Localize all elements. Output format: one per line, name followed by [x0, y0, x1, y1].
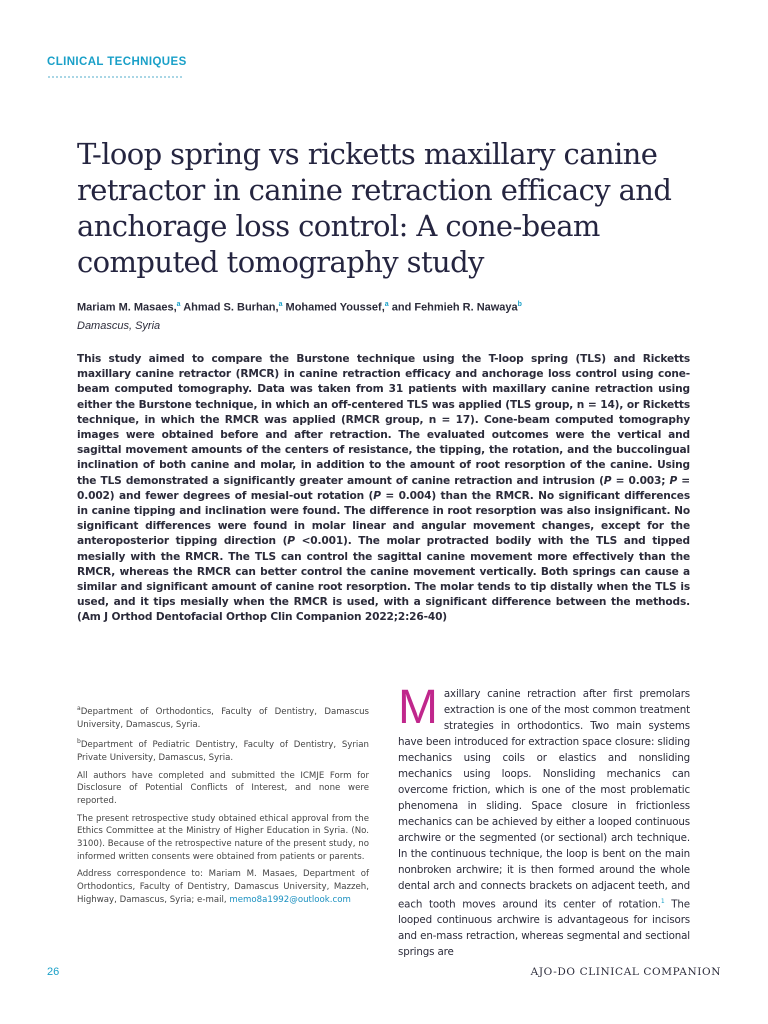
- conflict-of-interest: All authors have completed and submitted the ICMJE Form for Disclosure of Potential Conflicts of Interest, and none were reported.: [77, 770, 369, 806]
- author-affiliation-mark: a: [384, 301, 389, 308]
- author-name: and Fehmieh R. Nawaya: [391, 301, 518, 314]
- p-value-label: P: [603, 474, 612, 487]
- author-location: Damascus, Syria: [77, 320, 161, 332]
- abstract-text: This study aimed to compare the Burstone technique using the T-loop spring (TLS) and Ricketts maxillary canine retractor (RMCR) in canine retraction efficacy and anchorage loss control using cone-beam computed tomography. Data was taken from 31 patients with maxillary canine retraction using either the Burstone technique, in which an off-centered TLS was applied (TLS group, n = 14), or Ricketts technique, in which the RMCR was applied (RMCR group, n = 17). Cone-beam computed tomography images were obtained before and after retraction. The evaluated outcomes were the vertical and sagittal movement amounts of the centers of resistance, the tipping, the rotation, and the buccolingual inclination of both canine and molar, in addition to the amount of root resorption of the canine. Using the TLS demonstrated a significantly greater amount of canine retraction and intrusion (: [77, 353, 690, 487]
- affiliation-b: [77, 736, 369, 764]
- affiliation-mark: b: [77, 738, 81, 746]
- body-text: axillary canine retraction after first premolars extraction is one of the most common treatment strategies in orthodontics. Two main systems have been introduced for extraction space closure: sliding mechanics using coils or elastics and nonsliding mechanics using loops. Nonsliding mechanics can overcome friction, which is one of the most problematic phenomena in sliding. Space closure in frictionless mechanics can be achieved by either a looped continuous archwire or the segmented (or sectional) arch technique. In the continuous technique, the loop is bent on the main nonbroken archwire; it is then formed around the whole dental arch and connects brackets on adjacent teeth, and each tooth moves around its center of rotation.: [398, 688, 690, 911]
- page-number: 26: [47, 966, 60, 978]
- abstract-text: = 0.003;: [611, 474, 670, 487]
- affiliation-text: Department of Orthodontics, Faculty of Dentistry, Damascus University, Damascus, Syria.: [77, 706, 369, 730]
- p-value-label: P: [373, 489, 381, 502]
- abstract-text: <0.001). The molar protracted bodily with the TLS and tipped mesially with the RMCR. The TLS can control the sagittal canine movement more effectively than the RMCR, whereas the RMCR can better control the canine movement vertically. Both springs can cause a similar and significant amount of canine root resorption. The molar tends to tip distally when the TLS is used, and it tips mesially when the RMCR is used, with a significant difference between the methods. (Am J Orthod Dentofacial Orthop Clin Companion 2022;2:26-40): [77, 535, 690, 624]
- body-text: The looped continuous archwire is advantageous for incisors and en-mass retraction, whereas segmental and sectional springs are: [398, 898, 690, 959]
- affiliation-a: [77, 703, 369, 731]
- section-label: CLINICAL TECHNIQUES: [47, 56, 187, 68]
- article-title: T-loop spring vs ricketts maxillary canine retractor in canine retraction efficacy and anchorage loss control: A cone-beam computed tomography study: [77, 137, 672, 279]
- author-name: Mohamed Youssef,: [285, 301, 385, 314]
- body-column: [398, 681, 690, 960]
- body-paragraph: [398, 681, 690, 960]
- email-link[interactable]: memo8a1992@outlook.com: [229, 894, 351, 905]
- author-affiliation-mark: a: [278, 301, 283, 308]
- abstract-text: = 0.004) than the RMCR. No significant differences in canine tipping and inclination were found. The difference in root resorption was also insignificant. No significant differences were found in molar linear and angular movement changes, except for the anteroposterior tipping direction (: [77, 489, 690, 548]
- author-affiliation-mark: b: [517, 301, 522, 308]
- p-value-label: P: [287, 535, 295, 548]
- journal-name: AJO-DO CLINICAL COMPANION: [530, 966, 721, 978]
- author-name: Ahmad S. Burhan,: [183, 301, 279, 314]
- author-list: [77, 301, 717, 314]
- footnotes: [77, 703, 369, 912]
- p-value-label: P: [669, 474, 678, 487]
- reference-mark[interactable]: 1: [660, 898, 665, 905]
- affiliation-mark: a: [77, 705, 81, 712]
- author-affiliation-mark: a: [176, 301, 181, 308]
- abstract: [77, 352, 690, 626]
- affiliation-text: Department of Pediatric Dentistry, Faculty of Dentistry, Syrian Private University, Damascus, Syria.: [77, 740, 369, 763]
- section-divider: [47, 76, 183, 78]
- abstract-text: = 0.002) and fewer degrees of mesial-out rotation (: [77, 474, 691, 502]
- ethics-statement: The present retrospective study obtained ethical approval from the Ethics Committee at the Ministry of Higher Education in Syria. (No. 3100). Because of the retrospective nature of the present study, no informed written consents were obtained from patients or parents.: [77, 813, 369, 862]
- correspondence-address: [77, 868, 369, 906]
- address-text: Address correspondence to: Mariam M. Masaes, Department of Orthodontics, Faculty of Dentistry, Damascus University, Mazzeh, Highway, Damascus, Syria; e-mail,: [77, 869, 369, 905]
- drop-cap: M: [398, 681, 438, 734]
- author-name: Mariam M. Masaes,: [77, 301, 177, 314]
